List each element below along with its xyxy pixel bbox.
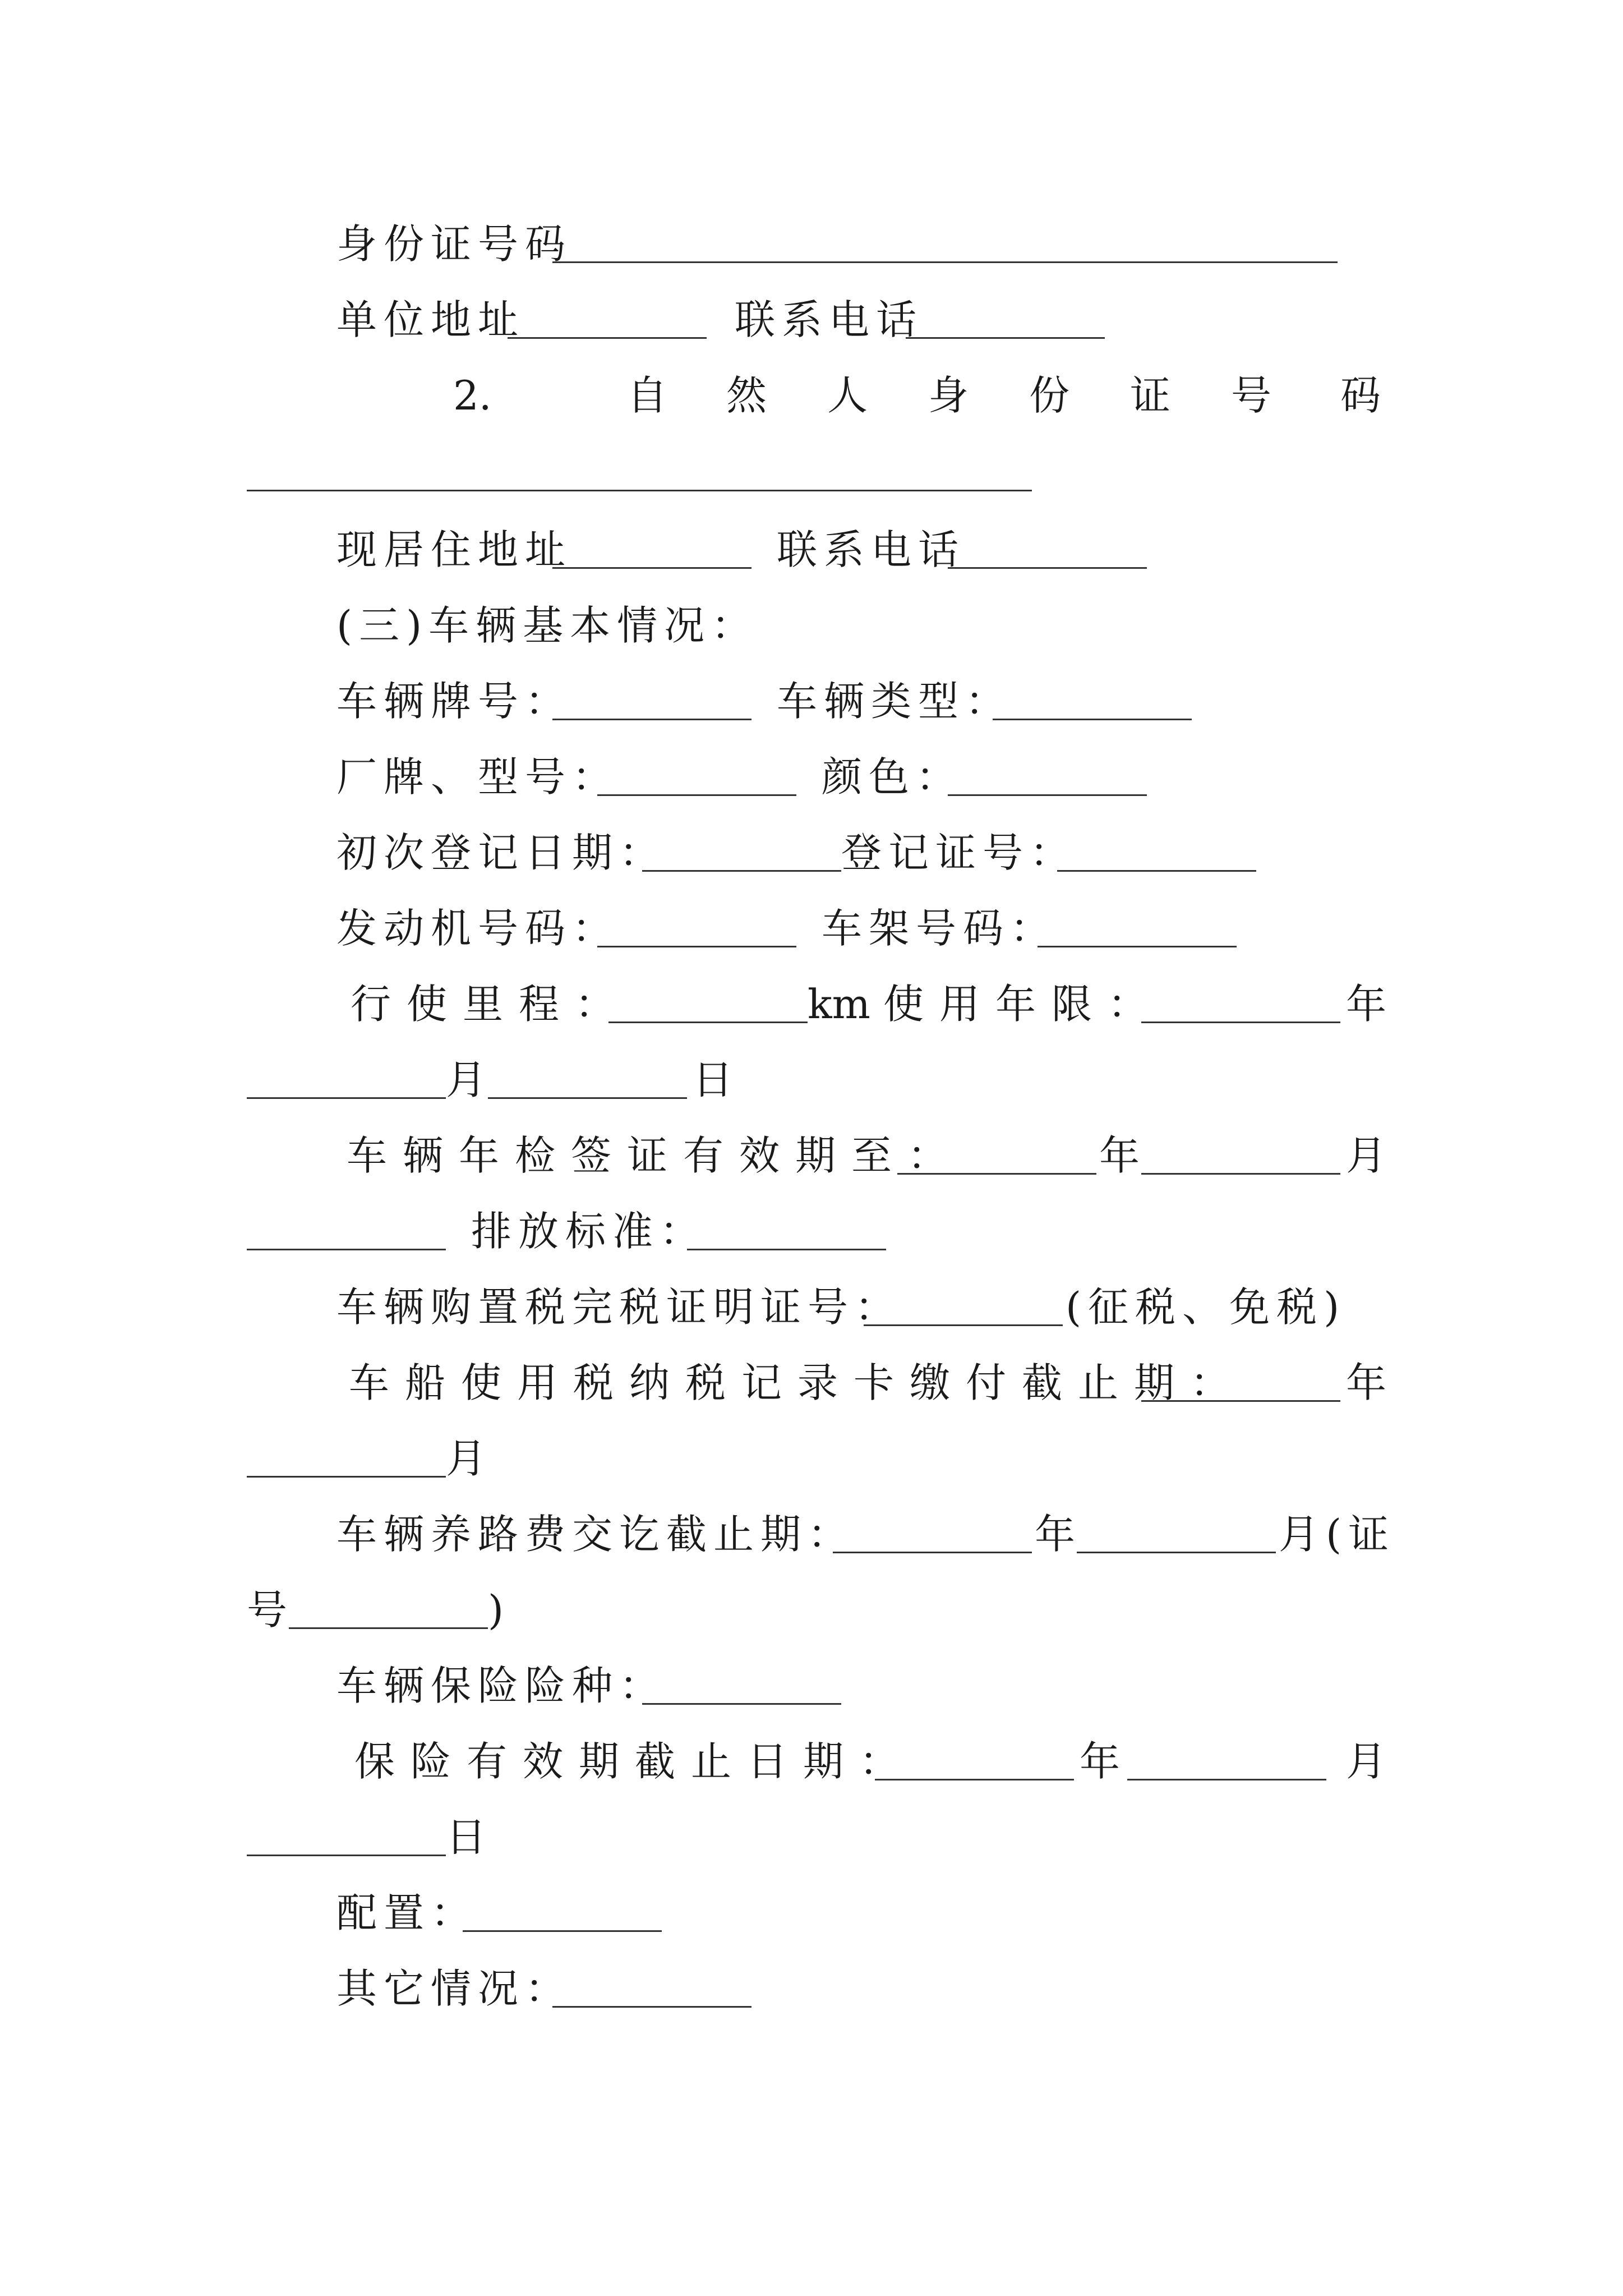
char-6: 证 bbox=[1130, 372, 1171, 419]
purchase-tax-row bbox=[0, 1276, 1623, 1338]
insurance-day-row bbox=[0, 1806, 1623, 1868]
first-registration-label: 初次登记日期： bbox=[336, 829, 667, 876]
service-life-label: 使用年限： bbox=[883, 981, 1164, 1028]
phone-blank[interactable] bbox=[906, 337, 1105, 339]
configuration-blank[interactable] bbox=[463, 1930, 662, 1932]
item-number: 2. bbox=[453, 372, 492, 419]
vessel-tax-month-blank[interactable] bbox=[247, 1476, 446, 1478]
char-8: 码 bbox=[1340, 372, 1381, 419]
year-unit-2: 年 bbox=[1099, 1132, 1140, 1179]
inspection-month-blank[interactable] bbox=[1141, 1173, 1340, 1175]
purchase-tax-blank[interactable] bbox=[864, 1324, 1063, 1326]
frame-number-blank[interactable] bbox=[1038, 946, 1237, 947]
road-fee-cert-row bbox=[0, 1579, 1623, 1641]
registration-cert-label: 登记证号： bbox=[841, 829, 1077, 876]
residence-label: 现居住地址 bbox=[336, 526, 573, 573]
insurance-year-blank[interactable] bbox=[875, 1779, 1074, 1780]
road-fee-month-blank[interactable] bbox=[1077, 1552, 1276, 1553]
id-number-blank[interactable] bbox=[552, 261, 1338, 263]
month-unit-3: 月 bbox=[446, 1435, 487, 1482]
km-unit: km bbox=[808, 981, 870, 1028]
id-number-label: 身份证号码 bbox=[336, 220, 573, 268]
service-life-day-blank[interactable] bbox=[488, 1097, 687, 1099]
registration-row bbox=[0, 822, 1623, 884]
inspection-label: 车辆年检签证有效期至： bbox=[347, 1132, 964, 1179]
brand-row bbox=[0, 746, 1623, 808]
configuration-row bbox=[0, 1882, 1623, 1944]
tax-status-note: (征税、免税) bbox=[1066, 1283, 1347, 1331]
char-3: 人 bbox=[827, 372, 868, 419]
residence-blank[interactable] bbox=[552, 567, 751, 569]
other-info-row bbox=[0, 1958, 1623, 2019]
road-fee-label: 车辆养路费交讫截止期： bbox=[336, 1511, 855, 1558]
month-unit-1: 月 bbox=[446, 1056, 487, 1103]
emission-label: 排放标准： bbox=[471, 1208, 707, 1255]
residence-row bbox=[0, 519, 1623, 581]
char-5: 份 bbox=[1029, 372, 1070, 419]
road-fee-year-blank[interactable] bbox=[833, 1552, 1032, 1553]
engine-number-blank[interactable] bbox=[597, 946, 796, 947]
other-info-label: 其它情况： bbox=[336, 1965, 573, 2012]
engine-number-label: 发动机号码： bbox=[336, 905, 620, 952]
registration-cert-blank[interactable] bbox=[1057, 870, 1256, 872]
work-address-row bbox=[0, 289, 1623, 351]
insurance-month-blank[interactable] bbox=[1127, 1779, 1326, 1780]
purchase-tax-label: 车辆购置税完税证明证号： bbox=[336, 1283, 902, 1331]
engine-row bbox=[0, 898, 1623, 959]
insurance-expiry-row bbox=[0, 1731, 1623, 1792]
service-life-year-blank[interactable] bbox=[1141, 1022, 1340, 1023]
phone-label: 联系电话 bbox=[735, 296, 924, 343]
phone-blank-2[interactable] bbox=[948, 567, 1147, 569]
year-unit-5: 年 bbox=[1080, 1738, 1121, 1785]
insurance-day-blank[interactable] bbox=[247, 1855, 446, 1856]
close-paren: ) bbox=[488, 1586, 504, 1634]
natural-person-id-blank[interactable] bbox=[247, 490, 1032, 491]
phone-label-2: 联系电话 bbox=[777, 526, 966, 573]
work-address-blank[interactable] bbox=[508, 337, 707, 339]
emission-row bbox=[0, 1200, 1623, 1262]
insurance-type-label: 车辆保险险种： bbox=[336, 1662, 667, 1709]
other-info-blank[interactable] bbox=[552, 2006, 751, 2008]
day-unit-2: 日 bbox=[446, 1814, 487, 1861]
vessel-tax-row bbox=[0, 1352, 1623, 1414]
mileage-row bbox=[0, 973, 1623, 1035]
char-4: 身 bbox=[928, 372, 969, 419]
road-fee-row bbox=[0, 1503, 1623, 1565]
day-unit-1: 日 bbox=[693, 1056, 734, 1103]
mileage-blank[interactable] bbox=[608, 1022, 808, 1023]
section-heading: (三)车辆基本情况： bbox=[336, 602, 759, 649]
vehicle-type-label: 车辆类型： bbox=[777, 678, 1013, 725]
char-1: 自 bbox=[627, 372, 668, 419]
first-registration-blank[interactable] bbox=[642, 870, 841, 872]
brand-blank[interactable] bbox=[597, 794, 796, 796]
inspection-row bbox=[0, 1125, 1623, 1186]
vessel-tax-label: 车船使用税纳税记录卡缴付截止期： bbox=[349, 1359, 1247, 1406]
vehicle-type-blank[interactable] bbox=[993, 719, 1192, 720]
year-unit-1: 年 bbox=[1346, 981, 1387, 1028]
configuration-label: 配置： bbox=[336, 1889, 478, 1936]
brand-label: 厂牌、型号： bbox=[336, 753, 620, 800]
inspection-year-blank[interactable] bbox=[897, 1173, 1096, 1175]
plate-row bbox=[0, 670, 1623, 732]
vessel-tax-month-row bbox=[0, 1428, 1623, 1489]
insurance-type-row bbox=[0, 1655, 1623, 1717]
color-blank[interactable] bbox=[948, 794, 1147, 796]
month-unit-2: 月 bbox=[1346, 1132, 1387, 1179]
char-2: 然 bbox=[726, 372, 767, 419]
insurance-expiry-label: 保险有效期截止日期： bbox=[354, 1738, 916, 1785]
year-unit-4: 年 bbox=[1035, 1511, 1076, 1558]
natural-person-id-row bbox=[0, 365, 1623, 426]
color-label: 颜色： bbox=[822, 753, 963, 800]
insurance-type-blank[interactable] bbox=[642, 1703, 841, 1705]
year-unit-3: 年 bbox=[1346, 1359, 1387, 1406]
cert-number-label: 号 bbox=[247, 1586, 288, 1634]
emission-blank[interactable] bbox=[687, 1249, 886, 1250]
plate-blank[interactable] bbox=[552, 719, 751, 720]
inspection-day-blank[interactable] bbox=[247, 1249, 446, 1250]
char-7: 号 bbox=[1231, 372, 1272, 419]
section-heading-row bbox=[0, 595, 1623, 656]
plate-label: 车辆牌号： bbox=[336, 678, 573, 725]
month-unit-5: 月 bbox=[1346, 1738, 1387, 1785]
service-life-date-row bbox=[0, 1049, 1623, 1111]
mileage-label: 行使里程： bbox=[351, 981, 631, 1028]
id-number-row bbox=[0, 213, 1623, 275]
vessel-tax-year-blank[interactable] bbox=[1141, 1400, 1340, 1402]
month-cert-unit: 月(证 bbox=[1279, 1511, 1396, 1558]
road-fee-cert-blank[interactable] bbox=[289, 1627, 488, 1629]
work-address-label: 单位地址 bbox=[336, 296, 525, 343]
frame-number-label: 车架号码： bbox=[822, 905, 1058, 952]
service-life-month-blank[interactable] bbox=[247, 1097, 446, 1099]
